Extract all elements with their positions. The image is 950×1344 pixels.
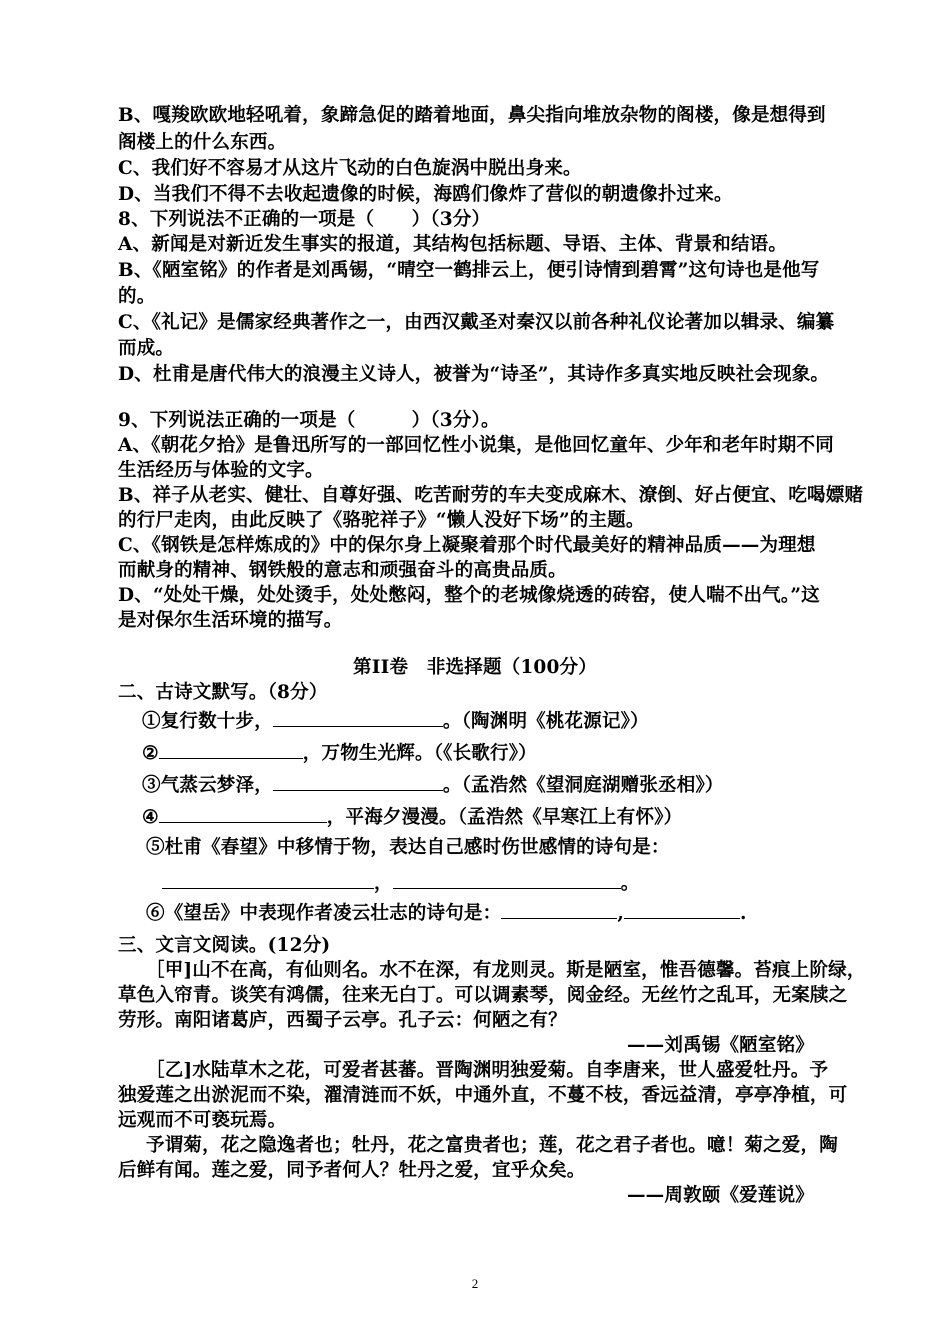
q8-option-c-line1: C、《礼记》是儒家经典著作之一，由西汉戴圣对秦汉以前各种礼仪论著加以辑录、编纂	[118, 312, 835, 333]
passage-yi-line5: 后鲜有闻。莲之爱，同予者何人？牡丹之爱，宜乎众矣。	[118, 1160, 586, 1181]
answer-blank-5b[interactable]	[393, 870, 621, 889]
q8-option-a: A、新闻是对新近发生事实的报道，其结构包括标题、导语、主体、背景和结语。	[118, 234, 788, 255]
section3-title: 三、文言文阅读。(12分)	[118, 935, 331, 956]
q9-option-d-line2: 是对保尔生活环境的描写。	[118, 610, 343, 631]
passage-yi-line3: 远观而不可亵玩焉。	[118, 1110, 287, 1131]
passage-yi-source: ——周敦颐《爱莲说》	[626, 1185, 814, 1206]
q7-option-b-line1: B、嘎羧欧欧地轻吼着，象蹄急促的踏着地面，鼻尖指向堆放杂物的阁楼，像是想得到	[118, 105, 826, 126]
recite-item-2	[142, 740, 537, 766]
recite-item-1-suffix: 。（陶渊明《桃花源记》）	[442, 711, 649, 732]
answer-blank-6b[interactable]	[624, 900, 740, 919]
q7-option-b-line2: 阁楼上的什么东西。	[118, 132, 287, 153]
recite-item-3	[142, 772, 724, 798]
page-number: 2	[471, 1276, 479, 1291]
passage-jia-source: ——刘禹锡《陋室铭》	[626, 1035, 814, 1056]
recite-item-1-prefix: ①复行数十步，	[142, 711, 273, 732]
passage-yi-line4: 予谓菊，花之隐逸者也；牡丹，花之富贵者也；莲，花之君子者也。噫！菊之爱，陶	[146, 1135, 838, 1156]
recite-item-1	[142, 708, 649, 734]
recite-item-3-prefix: ③气蒸云梦泽，	[142, 775, 273, 796]
passage-jia-line1: ［甲]山不在高，有仙则名。水不在深，有龙则灵。斯是陋室，惟吾德馨。苔痕上阶绿，	[146, 960, 866, 981]
q8-option-d: D、杜甫是唐代伟大的浪漫主义诗人，被誉为“诗圣”，其诗作多真实地反映社会现象。	[118, 364, 830, 385]
q7-option-d: D、当我们不得不去收起遗像的时候，海鸥们像炸了营似的朝遗像扑过来。	[118, 184, 733, 205]
recite-item-6-period: .	[739, 903, 747, 924]
recite-item-5-comma: ，	[374, 873, 393, 894]
q9-option-d-line1: D、“处处干燥，处处烫手，处处憋闷，整个的老城像烧透的砖窑，使人喘不出气。”这	[118, 585, 820, 606]
passage-yi-line2: 独爱莲之出淤泥而不染，濯清涟而不妖，中通外直，不蔓不枝，香远益清，亭亭净植，可	[118, 1085, 848, 1106]
answer-blank-4[interactable]	[159, 804, 327, 823]
recite-item-6-prefix: ⑥《望岳》中表现作者凌云壮志的诗句是：	[146, 903, 502, 924]
answer-blank-1[interactable]	[273, 708, 443, 727]
q9-option-a-line2: 生活经历与体验的文字。	[118, 460, 324, 481]
q8-option-c-line2: 而成。	[118, 338, 175, 359]
recite-item-6-comma: ,	[617, 903, 624, 924]
q8-option-b-line2: 的。	[118, 286, 156, 307]
recite-item-2-suffix: ，万物生光辉。（《长歌行》）	[302, 743, 537, 764]
q7-option-c: C、我们好不容易才从这片飞动的白色旋涡中脱出身来。	[118, 158, 582, 179]
q9-option-b-line1: B、祥子从老实、健壮、自尊好强、吃苦耐劳的车夫变成麻木、潦倒、好占便宜、吃喝嫖赌	[118, 485, 864, 506]
q9-option-a-line1: A、《朝花夕拾》是鲁迅所写的一部回忆性小说集，是他回忆童年、少年和老年时期不同	[118, 435, 834, 456]
q9-option-c-line1: C、《钢铁是怎样炼成的》中的保尔身上凝聚着那个时代最美好的精神品质——为理想	[118, 535, 816, 556]
recite-item-5-prompt: ⑤杜甫《春望》中移情于物，表达自己感时伤世感情的诗句是：	[146, 837, 670, 858]
recite-item-3-suffix: 。（孟浩然《望洞庭湖赠张丞相》）	[442, 775, 724, 796]
answer-blank-3[interactable]	[273, 772, 443, 791]
answer-blank-6a[interactable]	[501, 900, 617, 919]
recite-item-2-prefix: ②	[142, 743, 159, 764]
part2-heading: 第II卷 非选择题（100分）	[353, 657, 597, 678]
passage-jia-line2: 草色入帘青。谈笑有鸿儒，往来无白丁。可以调素琴，阅金经。无丝竹之乱耳，无案牍之	[118, 985, 848, 1006]
recite-item-4	[142, 804, 682, 830]
passage-yi-line1: ［乙]水陆草木之花，可爱者甚蕃。晋陶渊明独爱菊。自李唐来，世人盛爱牡丹。予	[146, 1060, 829, 1081]
q9-stem: 9、下列说法正确的一项是（ ）（3分）。	[118, 410, 500, 431]
q9-option-c-line2: 而献身的精神、钢铁般的意志和顽强奋斗的高贵品质。	[118, 560, 567, 581]
q8-option-b-line1: B、《陋室铭》的作者是刘禹锡，“晴空一鹤排云上，便引诗情到碧霄”这句诗也是他写	[118, 260, 820, 281]
section2-title: 二、古诗文默写。（8分）	[118, 682, 328, 703]
passage-jia-line3: 劳形。南阳诸葛庐，西蜀子云亭。孔子云：何陋之有？	[118, 1010, 567, 1031]
recite-item-6	[146, 900, 747, 926]
recite-item-5-period: 。	[620, 873, 640, 894]
recite-item-5-answer	[162, 870, 639, 896]
recite-item-4-prefix: ④	[142, 807, 159, 828]
answer-blank-5a[interactable]	[162, 870, 374, 889]
q9-option-b-line2: 的行尸走肉，由此反映了《骆驼祥子》“懒人没好下场”的主题。	[118, 510, 645, 531]
answer-blank-2[interactable]	[159, 740, 303, 759]
recite-item-4-suffix: ，平海夕漫漫。（孟浩然《早寒江上有怀》）	[326, 807, 683, 828]
q8-stem: 8、下列说法不正确的一项是（ ）（3分）	[118, 209, 491, 230]
